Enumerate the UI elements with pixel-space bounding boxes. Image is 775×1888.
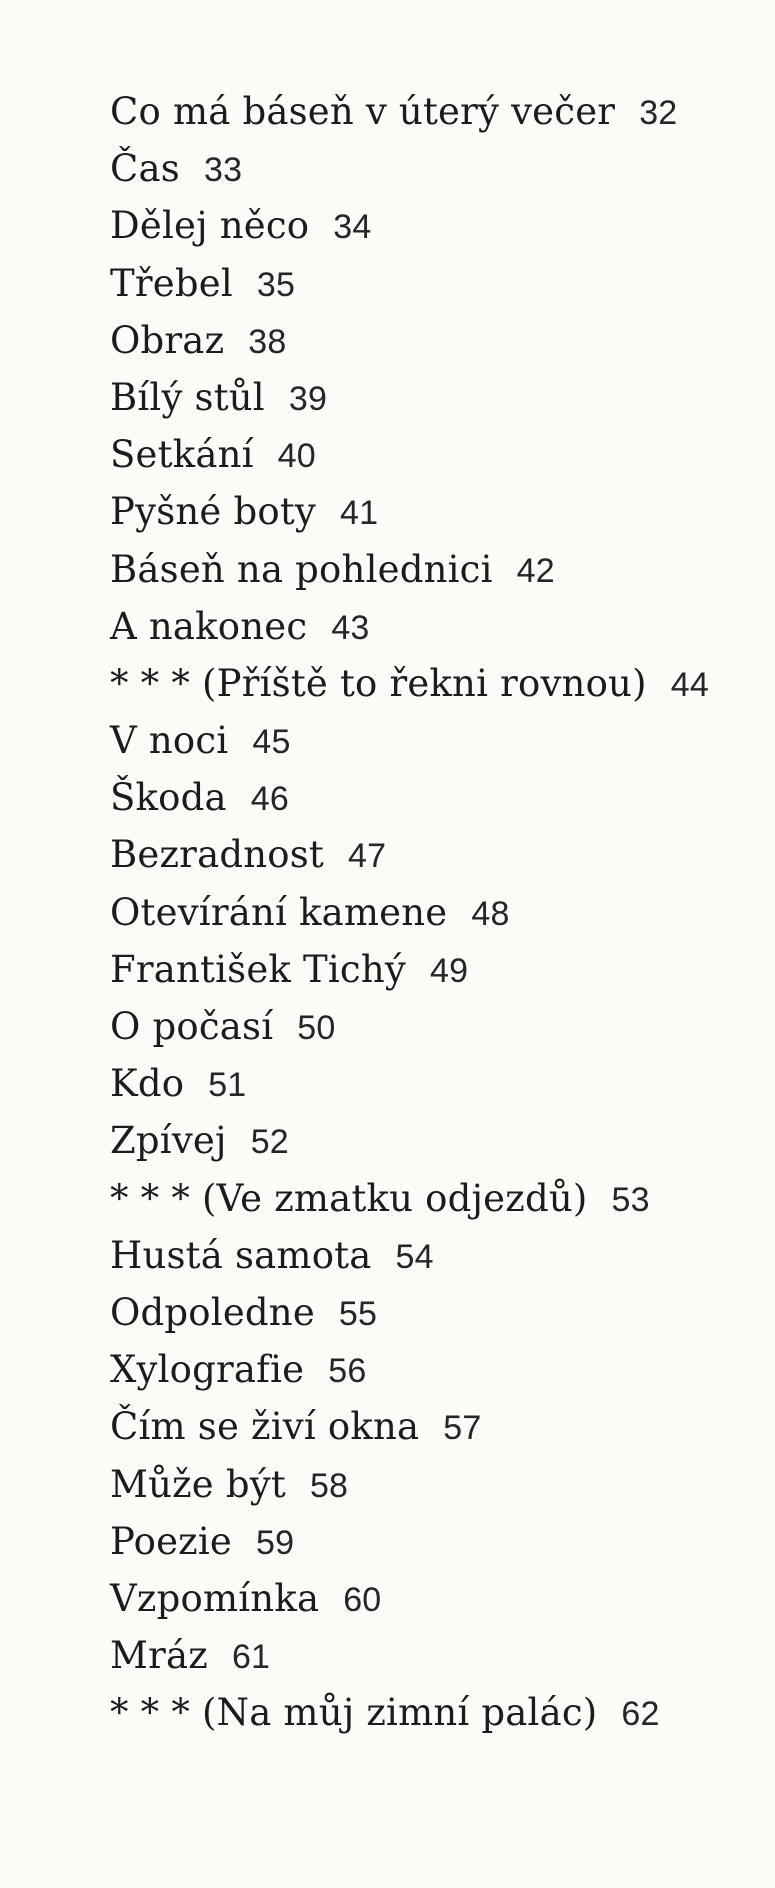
toc-entry [110, 1341, 709, 1398]
toc-entry-page-number: 43 [331, 608, 370, 647]
toc-entry-title: Bílý stůl [110, 375, 265, 419]
toc-entry-page-number: 53 [611, 1180, 650, 1219]
toc-entry [110, 1227, 709, 1284]
toc-entry [110, 941, 709, 998]
toc-entry-page-number: 33 [203, 151, 243, 190]
toc-entry-title: Hustá samota [110, 1233, 372, 1277]
toc-entry-title: V noci [110, 719, 229, 763]
toc-entry-page-number: 57 [443, 1409, 482, 1448]
toc-entry [110, 83, 709, 140]
toc-entry-page-number: 39 [288, 379, 328, 418]
toc-entry-title: Co má báseň v úterý večer [110, 90, 616, 133]
toc-entry-title: Bezradnost [110, 833, 324, 877]
toc-entry [110, 483, 709, 540]
toc-entry-page-number: 46 [250, 780, 290, 819]
toc-entry [110, 1456, 709, 1513]
toc-entry-page-number: 42 [516, 551, 555, 590]
toc-entry [110, 998, 709, 1055]
toc-entry [110, 197, 709, 254]
table-of-contents [110, 83, 709, 1741]
toc-entry-title: * * * (Na můj zimní palác) [110, 1691, 598, 1735]
toc-entry [110, 255, 709, 312]
toc-entry [110, 369, 709, 426]
toc-entry-title: O počasí [110, 1005, 274, 1048]
toc-entry-title: Mráz [110, 1634, 208, 1678]
toc-entry-page-number: 44 [670, 665, 709, 704]
toc-entry [110, 769, 709, 826]
toc-entry [110, 1170, 709, 1227]
toc-entry-title: Dělej něco [110, 204, 310, 248]
toc-entry-title: Obraz [110, 318, 225, 362]
toc-entry-page-number: 35 [256, 265, 296, 304]
toc-entry-title: Xylografie [110, 1348, 305, 1392]
toc-entry-page-number: 47 [347, 837, 387, 876]
toc-entry-title: Báseň na pohlednici [110, 547, 493, 591]
toc-entry-title: A nakonec [110, 604, 308, 648]
toc-entry [110, 312, 709, 369]
toc-entry-page-number: 51 [208, 1066, 247, 1105]
toc-entry [110, 1112, 709, 1169]
toc-entry-page-number: 32 [639, 94, 678, 132]
toc-entry [110, 884, 709, 941]
toc-entry-page-number: 49 [429, 951, 469, 990]
toc-entry [110, 1570, 709, 1627]
toc-entry [110, 1513, 709, 1570]
toc-entry-title: Pyšné boty [110, 490, 317, 534]
toc-entry [110, 140, 709, 197]
toc-entry-page-number: 58 [309, 1466, 349, 1505]
toc-entry [110, 598, 709, 655]
toc-entry-title: Odpoledne [110, 1290, 315, 1334]
toc-entry-title: Třebel [110, 261, 233, 305]
toc-entry [110, 1055, 709, 1112]
toc-entry-page-number: 54 [395, 1237, 434, 1276]
toc-entry-title: Kdo [110, 1062, 185, 1106]
toc-entry [110, 541, 709, 598]
toc-entry-title: Setkání [110, 433, 254, 477]
toc-entry [110, 1684, 709, 1741]
toc-entry-title: Poezie [110, 1519, 232, 1563]
toc-entry-page-number: 50 [297, 1009, 336, 1047]
toc-entry-page-number: 59 [256, 1523, 295, 1562]
toc-entry-title: Škoda [110, 776, 227, 820]
toc-entry-page-number: 40 [277, 437, 316, 476]
toc-entry [110, 1398, 709, 1455]
toc-entry-page-number: 61 [231, 1638, 271, 1677]
toc-entry-title: František Tichý [110, 947, 406, 991]
toc-entry-title: Čas [110, 147, 180, 191]
toc-entry-page-number: 62 [621, 1695, 660, 1734]
toc-entry-page-number: 38 [248, 322, 287, 361]
toc-entry-page-number: 41 [340, 494, 379, 533]
toc-entry-title: * * * (Příště to řekni rovnou) [110, 661, 647, 705]
toc-entry-title: Otevírání kamene [110, 890, 448, 934]
toc-entry-page-number: 45 [252, 723, 291, 762]
toc-entry-title: Čím se živí okna [110, 1405, 420, 1449]
toc-entry-title: Zpívej [110, 1119, 227, 1163]
toc-entry-page-number: 52 [250, 1123, 289, 1162]
toc-entry-title: Může být [110, 1462, 286, 1506]
toc-entry-title: * * * (Ve zmatku odjezdů) [110, 1176, 588, 1220]
toc-entry-page-number: 34 [333, 208, 372, 247]
toc-entry [110, 1627, 709, 1684]
toc-entry-title: Vzpomínka [110, 1576, 320, 1620]
toc-entry [110, 712, 709, 769]
toc-entry-page-number: 60 [343, 1580, 382, 1619]
toc-entry [110, 426, 709, 483]
toc-entry [110, 655, 709, 712]
toc-entry [110, 826, 709, 883]
toc-entry-page-number: 48 [471, 894, 510, 933]
toc-entry-page-number: 55 [338, 1294, 378, 1333]
toc-entry-page-number: 56 [328, 1352, 367, 1391]
toc-entry [110, 1284, 709, 1341]
